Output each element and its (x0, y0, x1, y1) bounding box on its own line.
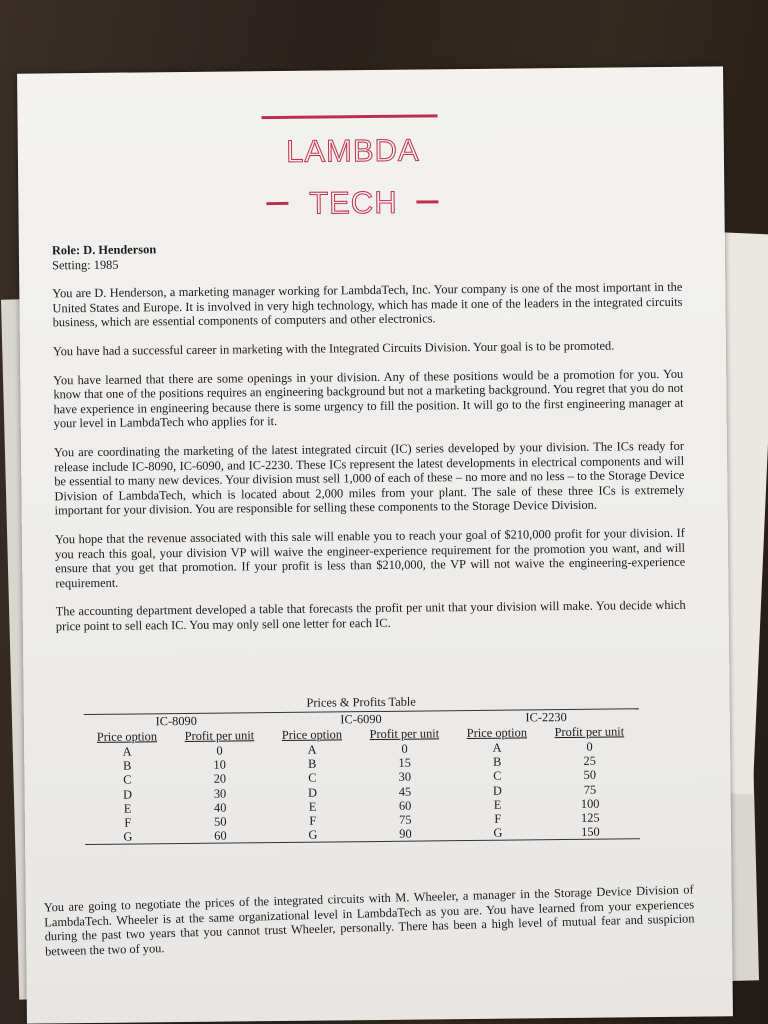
table-cell: 50 (583, 768, 597, 783)
table-cell: 20 (213, 771, 227, 787)
table-cell: 125 (580, 810, 600, 825)
table-cell: B (492, 754, 502, 769)
table-cell: 30 (213, 786, 227, 801)
role-heading: Role: D. Henderson (51, 242, 157, 258)
logo-line-1: LAMBDA (285, 132, 420, 169)
document-page (17, 66, 733, 1023)
paragraph-intro: You are D. Henderson, a marketing manager working for LambdaTech, Inc. Your company is one of the most important in the United States and Europe. It is involved in very high technology, which has made it one of the leaders in the integrated circuits business, which are essential components of computers and other electronics. (52, 279, 683, 330)
col-header-profit-2230: Profit per unit (554, 724, 625, 740)
table-cell: G (85, 829, 171, 845)
col-header-price-6090: Price option (281, 727, 343, 742)
logo-top-rule (262, 114, 438, 119)
table-cell: B (307, 756, 317, 771)
table-cell: 150 (541, 824, 640, 840)
logo-line-2: TECH (309, 184, 398, 221)
table-cell: 30 (398, 770, 412, 785)
table-cell: E (123, 801, 132, 816)
col-header-profit-6090: Profit per unit (369, 726, 440, 742)
table-cell: B (123, 758, 132, 773)
table-cell: 10 (213, 757, 226, 772)
setting-line: Setting: 1985 (51, 257, 119, 272)
table-cell: E (308, 799, 317, 814)
table-cell: D (307, 785, 318, 800)
table-cell: F (124, 815, 132, 830)
table-cell: G (455, 825, 541, 841)
group-ic-2230: IC-2230 (525, 710, 567, 725)
col-header-price-8090: Price option (96, 729, 158, 744)
table-cell: 25 (583, 753, 596, 769)
table-cell: 45 (398, 784, 412, 799)
paragraph-goal: You have had a successful career in marketing with the Integrated Circuits Division. Your goal is to be promoted. (52, 338, 615, 359)
paragraph-negotiation: You are going to negotiate the prices of the integrated circuits with M. Wheeler, a manager in the Storage Device Division of LambdaTech. Wheeler is at the same organizational level in LambdaTech as you are. You have learned from your experiences during the past two years that you cannot trust Wheeler, personally. There has been a high level of mutual fear and suspicion between the two of you. (43, 882, 695, 959)
table-cell: E (493, 797, 502, 812)
lambdatech-logo (258, 114, 449, 236)
table-cell: 50 (214, 814, 227, 829)
table-cell: 60 (398, 798, 412, 813)
table-cell: 15 (398, 755, 411, 770)
table-cell: F (494, 811, 502, 826)
logo-line-2-row (258, 184, 448, 226)
table-cell: 0 (401, 741, 408, 756)
table-cell: 40 (213, 800, 227, 815)
prices-grid (84, 724, 640, 845)
logo-right-dash (416, 200, 438, 203)
table-cell: G (270, 827, 356, 843)
table-cell: 0 (586, 739, 593, 754)
prices-profits-table (84, 692, 641, 845)
paragraph-revenue-goal: You hope that the revenue associated with this sale will enable you to reach your goal of $210,000 profit for your division. If you reach this goal, your division VP will waive the engineer-experience requirement for the promotion you want, and will ensure that you get that promotion. If your profit is less than $210,000, the VP will not waive the engineering-experience requirement. (54, 525, 686, 591)
table-cell: C (493, 769, 502, 784)
paragraph-accounting: The accounting department developed a table that forecasts the profit per unit that your division will make. You decide which price point to sell each IC. You may only sell one letter for each IC. (55, 598, 686, 634)
table-cell: 90 (356, 826, 455, 842)
table-cell: F (309, 813, 317, 828)
table-cell: C (123, 772, 132, 788)
paragraph-ic-series: You are coordinating the marketing of the latest integrated circuit (IC) series developed by your division. The ICs ready for release include IC-8090, IC-6090, and IC-2230. These ICs represent the latest developments in electrical components and will be essential to many new devices. Your division must sell 1,000 of each of these – no more and no less – to the Storage Device Division of LambdaTech, which is located about 2,000 miles from your plant. The sale of these three ICs is extremely important for your division. You are responsible for selling these components to the Storage Device Division. (53, 438, 685, 518)
table-cell: D (122, 787, 133, 802)
table-cell: 60 (171, 828, 270, 844)
table-title: Prices & Profits Table (306, 694, 416, 710)
table-cell: A (492, 740, 502, 755)
table-cell: D (492, 783, 503, 798)
table-cell: 75 (399, 812, 412, 827)
col-header-price-2230: Price option (466, 725, 528, 741)
document-body (52, 237, 686, 648)
table-cell: 75 (583, 782, 597, 797)
group-ic-6090: IC-6090 (340, 711, 382, 727)
table-cell: 0 (216, 743, 223, 758)
table-cell: A (307, 742, 317, 757)
group-ic-8090: IC-8090 (155, 713, 197, 729)
table-cell: C (308, 771, 317, 786)
table-cell: 100 (580, 796, 600, 811)
table-cell: A (122, 744, 132, 759)
paragraph-openings: You have learned that there are some openings in your division. Any of these positions would be a promotion for you. You know that one of the positions requires an engineering background but not a marketing background. You regret that you do not have experience in engineering because there is some urgency to fill the position. It will go to the first engineering manager at your level in LambdaTech who applies for it. (53, 366, 684, 431)
col-header-profit-8090: Profit per unit (184, 728, 255, 744)
